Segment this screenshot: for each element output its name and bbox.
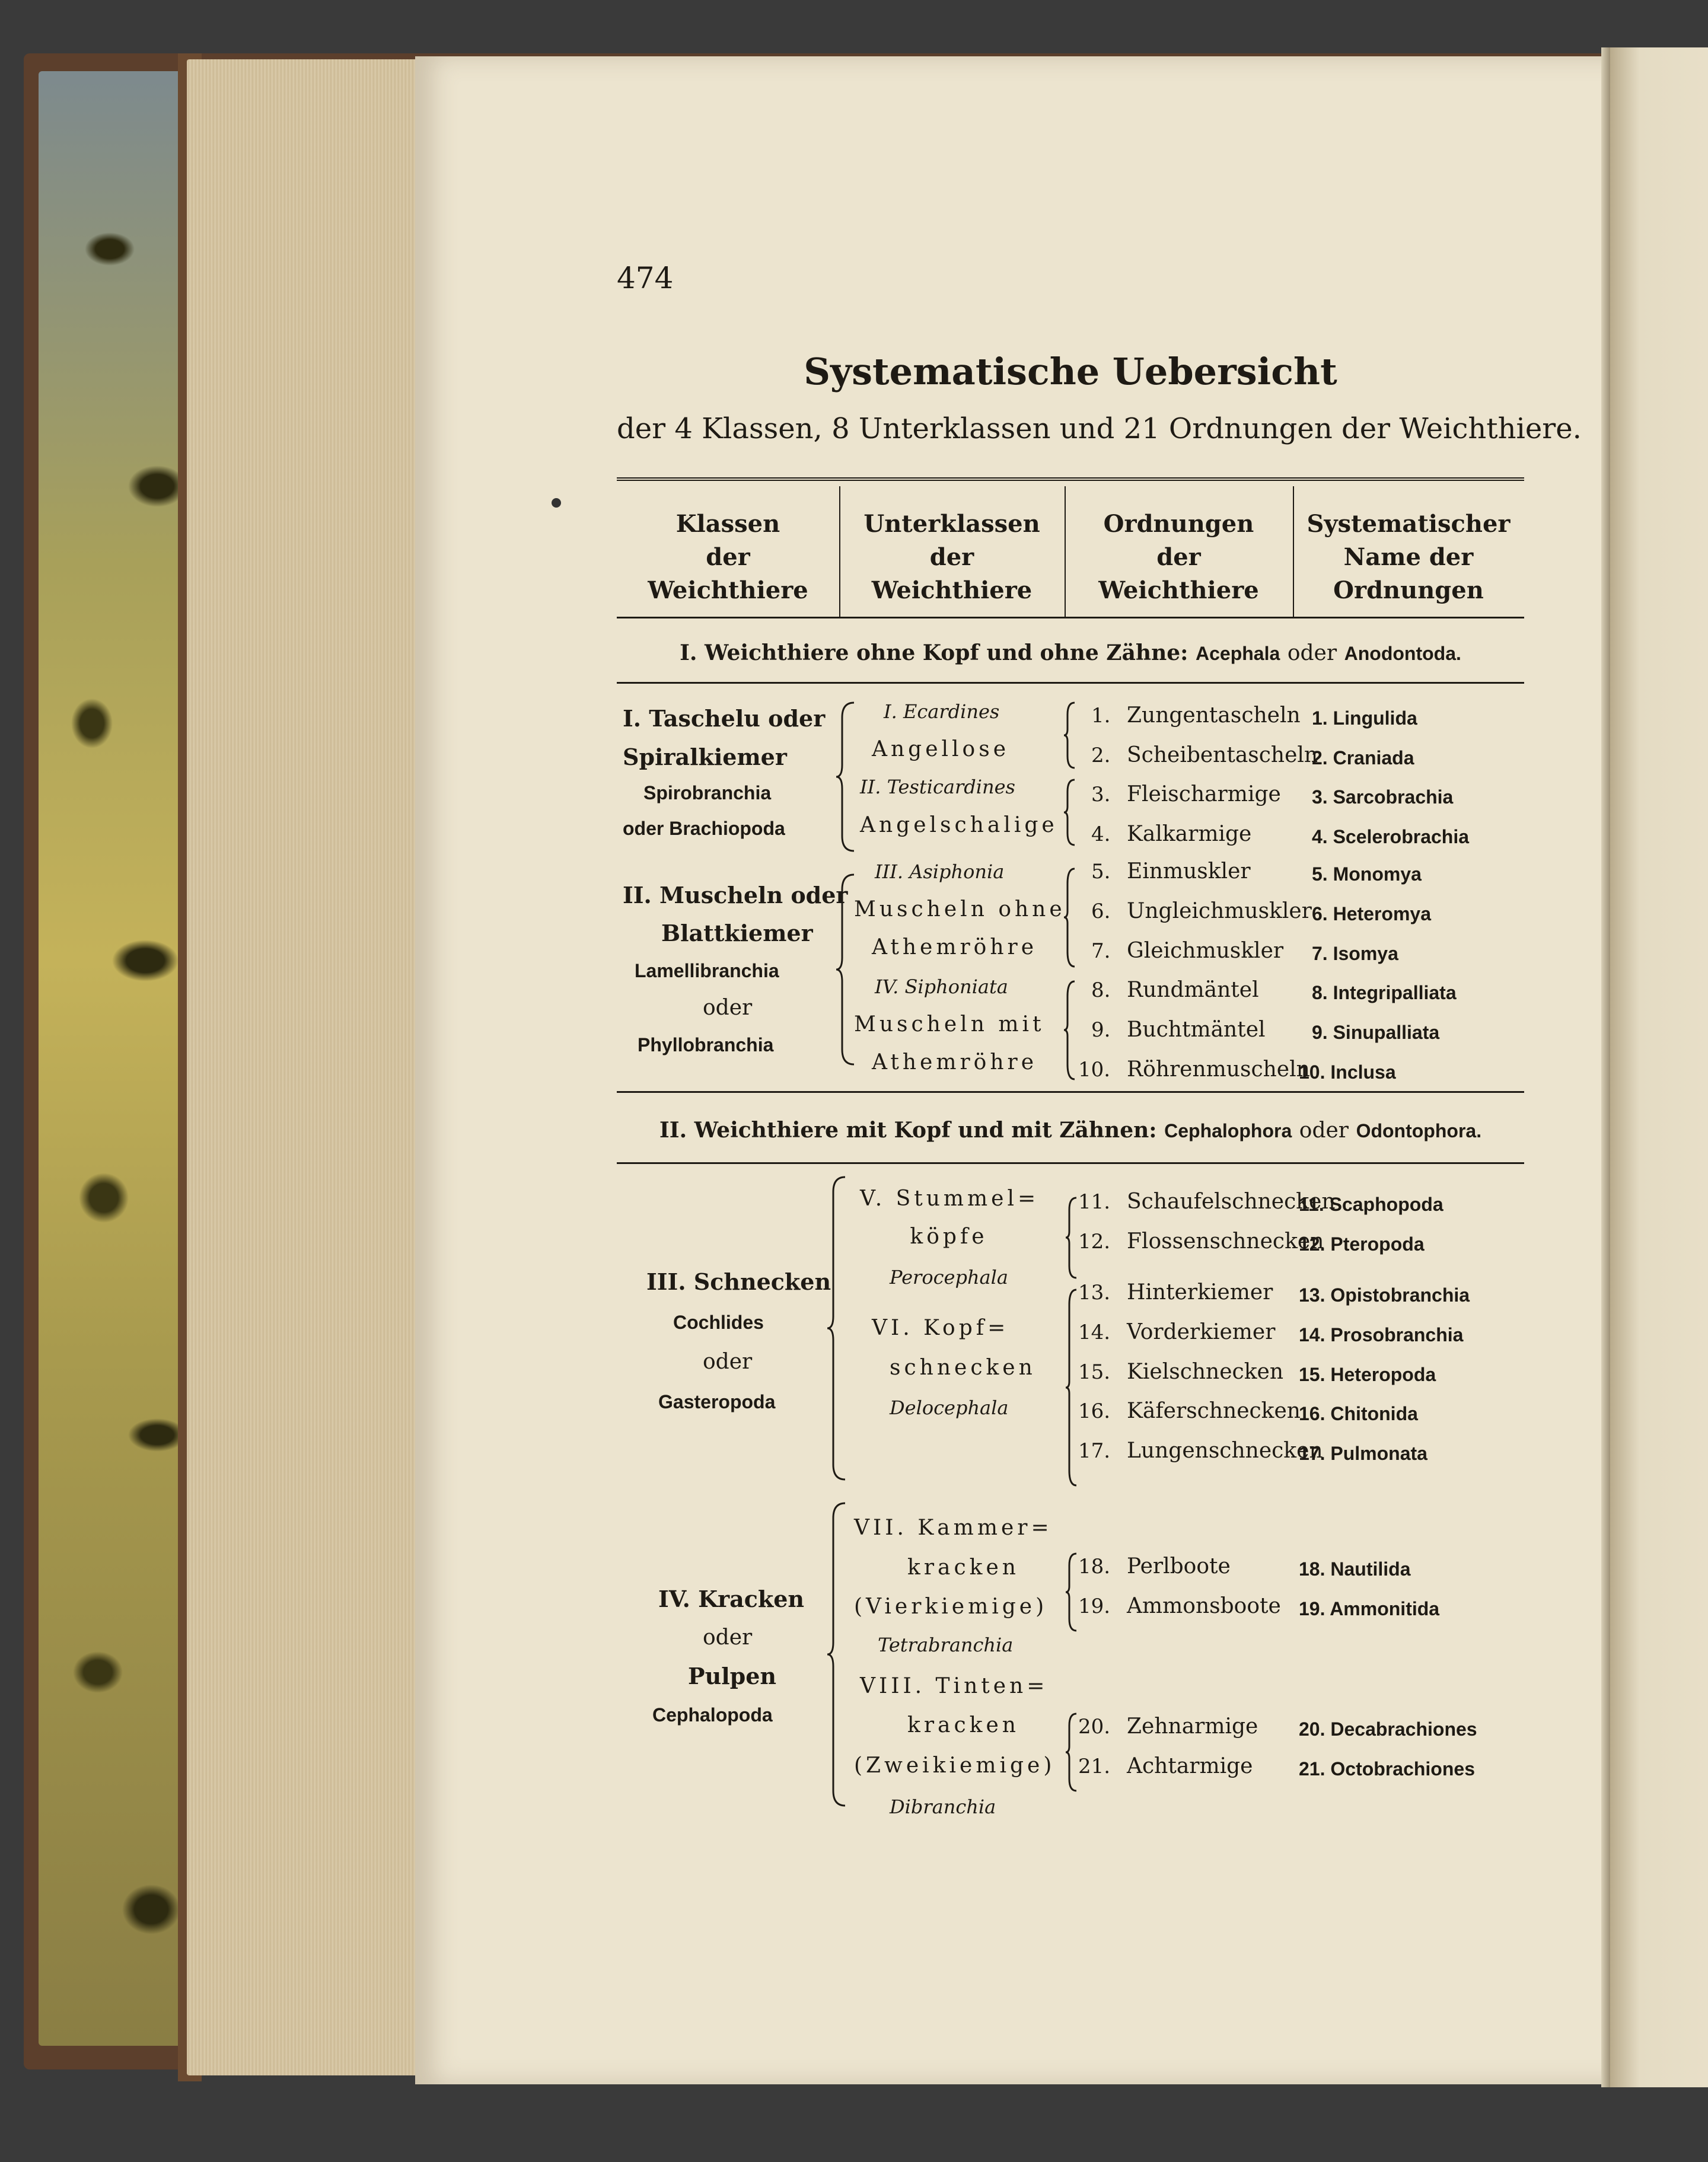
order-systematic-name: 9. Sinupalliata <box>1312 1022 1440 1043</box>
class-latin: Cephalopoda <box>652 1704 773 1726</box>
class-label: I. Taschelu oder <box>623 705 826 732</box>
order-systematic-name: 12. Pteropoda <box>1299 1233 1425 1255</box>
subclass-label: II. Testicardines <box>860 776 1015 798</box>
order-number: 4. <box>1091 822 1111 846</box>
page-subtitle: der 4 Klassen, 8 Unterklassen und 21 Ordnungen der Weichthiere. <box>617 412 1582 445</box>
order-number: 1. <box>1091 704 1111 728</box>
order-systematic-name: 13. Opistobranchia <box>1299 1284 1470 1306</box>
order-name: Rundmäntel <box>1127 978 1259 1002</box>
order-number: 19. <box>1078 1595 1111 1618</box>
order-systematic-name: 18. Nautilida <box>1299 1558 1411 1580</box>
class-brace <box>827 1500 851 1809</box>
subclass-german: (Vierkiemige) <box>854 1595 1048 1619</box>
order-number: 12. <box>1078 1230 1111 1254</box>
order-systematic-name: 3. Sarcobrachia <box>1312 786 1454 808</box>
class-label: Blattkiemer <box>661 920 813 946</box>
order-number: 9. <box>1091 1018 1111 1042</box>
header-ordnungen: Ordnungen der Weichthiere <box>1098 510 1259 604</box>
class-latin: Lamellibranchia <box>635 960 779 981</box>
class-latin: Spirobranchia <box>643 782 772 803</box>
order-name: Kalkarmige <box>1127 822 1252 846</box>
class-label: III. Schnecken <box>646 1268 831 1295</box>
header-bottom-rule <box>617 617 1524 618</box>
subclass-latin: Tetrabranchia <box>878 1634 1014 1656</box>
order-systematic-name: 8. Integripalliata <box>1312 982 1457 1003</box>
order-systematic-name: 2. Craniada <box>1312 747 1414 769</box>
section-heading-acephala: I. Weichthiere ohne Kopf und ohne Zähne: Acephala oder Anodontoda. <box>680 640 1461 665</box>
order-name: Kielschnecken <box>1127 1360 1284 1384</box>
order-number: 2. <box>1091 744 1111 767</box>
class-label: IV. Kracken <box>658 1586 805 1612</box>
section-rule <box>617 1162 1524 1164</box>
header-unterklassen: Unterklassen der Weichthiere <box>863 510 1040 604</box>
order-number: 17. <box>1078 1439 1111 1463</box>
subclass-german: Athemröhre <box>872 1050 1038 1074</box>
subclass-german: köpfe <box>910 1225 988 1249</box>
subclass-german: Muscheln ohne <box>854 897 1066 921</box>
subclass-german: Angellose <box>872 737 1010 761</box>
class-brace <box>836 700 860 854</box>
subclass-brace <box>1063 866 1078 970</box>
order-systematic-name: 15. Heteropoda <box>1299 1364 1436 1385</box>
order-systematic-name: 16. Chitonida <box>1299 1403 1418 1424</box>
ink-dot <box>552 498 561 508</box>
subclass-german: V. Stummel= <box>860 1187 1040 1211</box>
order-name: Zungentascheln <box>1127 703 1301 728</box>
subclass-german: kracken <box>907 1713 1019 1737</box>
order-systematic-name: 1. Lingulida <box>1312 707 1417 729</box>
order-name: Ammonsboote <box>1127 1594 1281 1618</box>
class-oder: oder <box>703 1350 753 1374</box>
subclass-german: (Zweikiemige) <box>854 1753 1056 1778</box>
order-number: 21. <box>1078 1755 1111 1778</box>
order-number: 18. <box>1078 1555 1111 1579</box>
order-number: 11. <box>1078 1190 1111 1214</box>
order-name: Ungleichmuskler <box>1127 899 1312 923</box>
order-name: Gleichmuskler <box>1127 939 1284 963</box>
subclass-label: III. Asiphonia <box>875 860 1005 883</box>
order-name: Fleischarmige <box>1127 782 1281 806</box>
subclass-german: Athemröhre <box>872 935 1038 959</box>
order-number: 5. <box>1091 860 1111 884</box>
order-systematic-name: 11. Scaphopoda <box>1299 1194 1443 1215</box>
class-latin: Phyllobranchia <box>638 1034 774 1056</box>
class-latin: Cochlides <box>673 1312 764 1333</box>
order-systematic-name: 4. Scelerobrachia <box>1312 826 1470 847</box>
subclass-brace <box>1063 700 1078 771</box>
order-name: Röhrenmuscheln <box>1127 1057 1310 1082</box>
order-systematic-name: 5. Monomya <box>1312 863 1422 885</box>
order-number: 20. <box>1078 1715 1111 1739</box>
subclass-german: schnecken <box>890 1356 1036 1380</box>
order-systematic-name: 17. Pulmonata <box>1299 1443 1427 1464</box>
class-latin: oder Brachiopoda <box>623 818 785 839</box>
order-name: Einmuskler <box>1127 859 1251 884</box>
order-systematic-name: 6. Heteromya <box>1312 903 1431 924</box>
subclass-german: VII. Kammer= <box>854 1516 1053 1540</box>
class-latin: Gasteropoda <box>658 1391 776 1412</box>
class-oder: oder <box>703 1625 753 1650</box>
section-heading-cephalophora: II. Weichthiere mit Kopf und mit Zähnen: Cephalophora oder Odontophora. <box>659 1118 1482 1143</box>
order-name: Lungenschnecken <box>1127 1439 1323 1463</box>
page-number: 474 <box>617 261 674 295</box>
order-name: Hinterkiemer <box>1127 1280 1273 1305</box>
order-name: Schaufelschnecken <box>1127 1190 1336 1214</box>
class-label: Pulpen <box>688 1663 777 1689</box>
order-number: 16. <box>1078 1399 1111 1423</box>
subclass-german: Angelschalige <box>860 813 1058 837</box>
order-systematic-name: 19. Ammonitida <box>1299 1598 1440 1619</box>
order-name: Achtarmige <box>1127 1754 1253 1778</box>
order-number: 7. <box>1091 939 1111 963</box>
order-systematic-name: 10. Inclusa <box>1299 1061 1396 1083</box>
order-name: Scheibentascheln <box>1127 743 1318 767</box>
subclass-german: kracken <box>907 1555 1019 1580</box>
subclass-german: VIII. Tinten= <box>860 1674 1049 1698</box>
table-top-rule <box>617 477 1524 481</box>
class-oder: oder <box>703 996 753 1020</box>
order-name: Vorderkiemer <box>1127 1320 1276 1344</box>
order-number: 3. <box>1091 783 1111 806</box>
subclass-latin: Dibranchia <box>890 1796 996 1818</box>
page-title: Systematische Uebersicht <box>804 350 1337 393</box>
class-brace <box>827 1174 851 1482</box>
order-number: 10. <box>1078 1058 1111 1082</box>
order-systematic-name: 7. Isomya <box>1312 943 1398 964</box>
facing-page-edge <box>1610 47 1708 2087</box>
subclass-latin: Perocephala <box>890 1266 1008 1289</box>
order-name: Käferschnecken <box>1127 1399 1301 1423</box>
order-systematic-name: 21. Octobrachiones <box>1299 1758 1475 1780</box>
header-klassen: Klassen der Weichthiere <box>648 510 808 604</box>
header-systematischer-name: Systematischer Name der Ordnungen <box>1307 510 1511 604</box>
subclass-german: VI. Kopf= <box>872 1316 1009 1340</box>
order-number: 14. <box>1078 1321 1111 1344</box>
section-rule <box>617 682 1524 684</box>
subclass-label: I. Ecardines <box>884 700 1000 723</box>
subclass-brace <box>1063 978 1078 1082</box>
order-number: 8. <box>1091 978 1111 1002</box>
section-rule <box>617 1091 1524 1093</box>
marbled-cover-edge <box>39 71 190 2046</box>
order-number: 15. <box>1078 1360 1111 1384</box>
subclass-latin: Delocephala <box>890 1396 1009 1419</box>
order-number: 13. <box>1078 1281 1111 1305</box>
order-name: Flossenschnecken <box>1127 1229 1324 1254</box>
subclass-german: Muscheln mit <box>854 1012 1045 1037</box>
order-systematic-name: 20. Decabrachiones <box>1299 1718 1477 1740</box>
subclass-brace <box>1063 777 1078 848</box>
order-number: 6. <box>1091 900 1111 923</box>
class-label: II. Muscheln oder <box>623 882 848 908</box>
page-edges <box>187 59 436 2075</box>
order-name: Zehnarmige <box>1127 1714 1258 1739</box>
order-systematic-name: 14. Prosobranchia <box>1299 1324 1464 1345</box>
class-label: Spiralkiemer <box>623 744 787 770</box>
order-name: Perlboote <box>1127 1554 1231 1579</box>
subclass-label: IV. Siphoniata <box>875 975 1008 998</box>
order-name: Buchtmäntel <box>1127 1018 1266 1042</box>
